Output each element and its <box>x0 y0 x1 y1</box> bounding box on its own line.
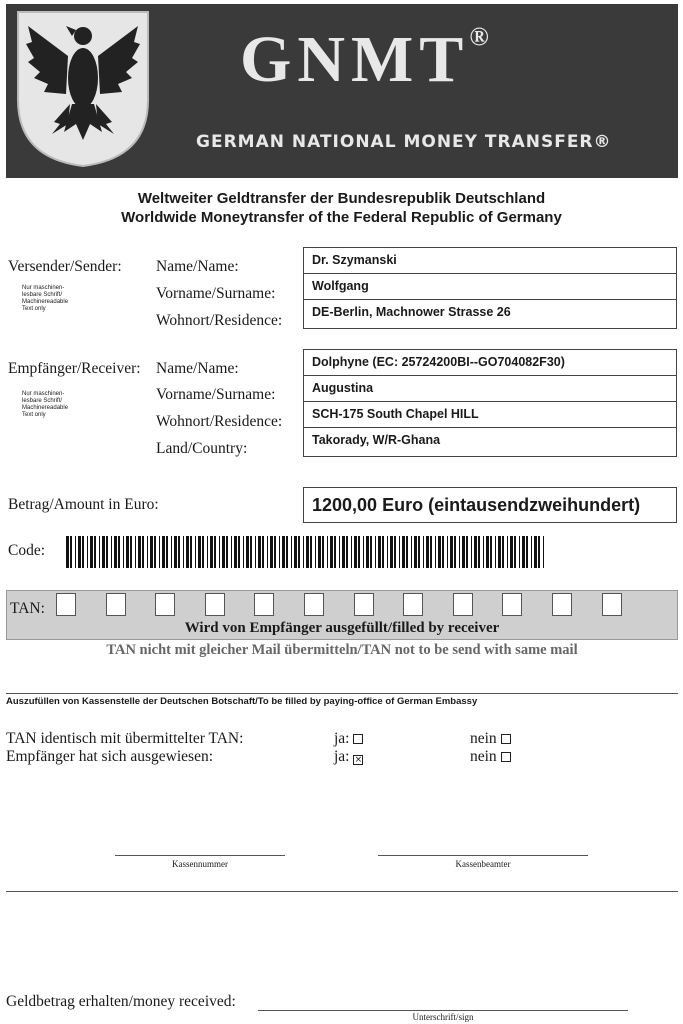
cashier-number-line <box>115 855 285 856</box>
barcode-bar <box>454 536 456 568</box>
check-tan-identical-yes-checkbox[interactable] <box>353 734 363 744</box>
barcode-bar <box>486 536 489 568</box>
barcode-bar <box>130 536 132 568</box>
barcode-bar <box>138 536 141 568</box>
receiver-country-field[interactable]: Takorady, W/R-Ghana <box>312 433 441 447</box>
tan-warning: TAN nicht mit gleicher Mail übermitteln/TAN not to be send with same mail <box>106 642 578 658</box>
barcode-bar <box>111 536 112 568</box>
barcode-bar <box>378 536 381 568</box>
sender-name-field[interactable]: Dr. Szymanski <box>304 248 676 274</box>
tan-filled-by-note: Wird von Empfänger ausgefüllt/filled by receiver <box>184 620 500 636</box>
check-tan-identical-no: nein <box>470 730 511 748</box>
signature-line[interactable] <box>258 1010 628 1011</box>
tan-digit-box[interactable] <box>205 593 225 616</box>
barcode-bar <box>483 536 484 568</box>
barcode-bar <box>231 536 232 568</box>
check-tan-identical-yes: ja: <box>334 730 363 748</box>
barcode-bar <box>274 536 276 568</box>
cashier-officer-label: Kassenbeamter <box>455 859 511 869</box>
tan-digit-box[interactable] <box>155 593 175 616</box>
barcode-bar <box>255 536 256 568</box>
tan-digit-box[interactable] <box>403 593 423 616</box>
barcode-bar <box>387 536 388 568</box>
barcode-bar <box>450 536 453 568</box>
barcode-bar <box>339 536 340 568</box>
barcode-bar <box>219 536 220 568</box>
tan-digit-box[interactable] <box>254 593 274 616</box>
barcode-bar <box>150 536 153 568</box>
tan-input-group <box>56 593 636 617</box>
barcode-bar <box>543 536 544 568</box>
barcode-bar <box>75 536 76 568</box>
receiver-label: Empfänger/Receiver: <box>8 360 141 377</box>
eagle-coat-of-arms-icon <box>14 8 152 168</box>
barcode-bar <box>298 536 300 568</box>
tan-digit-box[interactable] <box>354 593 374 616</box>
barcode-bar <box>258 536 261 568</box>
receiver-surname-field[interactable]: Augustina <box>304 376 676 402</box>
barcode-bar <box>262 536 264 568</box>
barcode-bar <box>195 536 196 568</box>
divider <box>6 891 678 892</box>
sender-name-label: Name/Name: <box>156 258 239 275</box>
barcode-bar <box>183 536 184 568</box>
barcode-bar <box>222 536 225 568</box>
barcode-bar <box>126 536 129 568</box>
barcode-bar <box>82 536 84 568</box>
barcode-bar <box>318 536 321 568</box>
barcode-bar <box>399 536 400 568</box>
barcode-bar <box>142 536 144 568</box>
barcode-bar <box>442 536 444 568</box>
barcode-bar <box>291 536 292 568</box>
barcode-bar <box>202 536 204 568</box>
tan-digit-box[interactable] <box>453 593 473 616</box>
barcode-bar <box>306 536 309 568</box>
barcode-bar <box>106 536 108 568</box>
barcode <box>66 536 546 573</box>
form-heading-de: Weltweiter Geldtransfer der Bundesrepublik Deutschland <box>137 190 546 207</box>
receiver-surname-label: Vorname/Surname: <box>156 386 276 403</box>
barcode-bar <box>534 536 537 568</box>
barcode-bar <box>330 536 333 568</box>
check-identified-no: nein <box>470 748 511 766</box>
tan-digit-box[interactable] <box>56 593 76 616</box>
barcode-bar <box>327 536 328 568</box>
check-identified-no-checkbox[interactable] <box>501 752 511 762</box>
barcode-bar <box>498 536 501 568</box>
barcode-bar <box>303 536 304 568</box>
barcode-bar <box>435 536 436 568</box>
barcode-bar <box>514 536 516 568</box>
amount-field[interactable]: 1200,00 Euro (eintausendzweihundert) <box>303 487 677 523</box>
brand-subtitle: GERMAN NATIONAL MONEY TRANSFER® <box>196 132 612 152</box>
barcode-bar <box>162 536 165 568</box>
brand-name: GNMT® <box>240 22 495 96</box>
sender-label: Versender/Sender: <box>8 258 122 275</box>
barcode-bar <box>447 536 448 568</box>
barcode-bar <box>70 536 72 568</box>
barcode-bar <box>99 536 100 568</box>
barcode-bar <box>363 536 364 568</box>
barcode-bar <box>118 536 120 568</box>
barcode-bar <box>270 536 273 568</box>
receiver-residence-label: Wohnort/Residence: <box>156 413 283 430</box>
barcode-bar <box>531 536 532 568</box>
barcode-bar <box>250 536 252 568</box>
barcode-bar <box>382 536 384 568</box>
barcode-bar <box>159 536 160 568</box>
check-identified-yes-checkbox[interactable]: × <box>354 755 363 765</box>
barcode-bar <box>358 536 360 568</box>
barcode-bar <box>430 536 432 568</box>
barcode-bar <box>226 536 228 568</box>
barcode-bar <box>238 536 240 568</box>
money-received-label: Geldbetrag erhalten/money received: <box>6 993 236 1010</box>
barcode-bar <box>466 536 468 568</box>
receiver-machine-readable-note: Nur maschinen- lesbare Schrift/ Machinereadable Text only <box>22 391 69 418</box>
barcode-bar <box>210 536 213 568</box>
barcode-bar <box>267 536 268 568</box>
barcode-bar <box>186 536 189 568</box>
barcode-bar <box>375 536 376 568</box>
tan-label: TAN: <box>10 600 45 617</box>
barcode-bar <box>294 536 297 568</box>
barcode-bar <box>282 536 285 568</box>
cashier-officer-line <box>378 855 588 856</box>
barcode-bar <box>286 536 288 568</box>
barcode-bar <box>166 536 168 568</box>
barcode-bar <box>190 536 192 568</box>
barcode-bar <box>78 536 81 568</box>
sender-machine-readable-note: Nur maschinen- lesbare Schrift/ Machinereadable Text only <box>22 285 69 312</box>
receiver-fields-box <box>303 349 677 457</box>
sender-residence-label: Wohnort/Residence: <box>156 312 283 329</box>
tan-digit-box[interactable] <box>602 593 622 616</box>
check-tan-identical-no-checkbox[interactable] <box>501 734 511 744</box>
embassy-section-title: Auszufüllen von Kassenstelle der Deutschen Botschaft/To be filled by paying-office of German Embassy <box>6 696 478 707</box>
barcode-bar <box>207 536 208 568</box>
barcode-bar <box>214 536 216 568</box>
barcode-bar <box>346 536 348 568</box>
barcode-bar <box>114 536 117 568</box>
barcode-bar <box>279 536 280 568</box>
barcode-bar <box>310 536 312 568</box>
barcode-bar <box>502 536 504 568</box>
cashier-number-label: Kassennummer <box>172 859 228 869</box>
barcode-bar <box>474 536 477 568</box>
barcode-bar <box>154 536 156 568</box>
barcode-bar <box>411 536 412 568</box>
barcode-bar <box>123 536 124 568</box>
amount-label: Betrag/Amount in Euro: <box>8 496 159 513</box>
barcode-bar <box>234 536 237 568</box>
receiver-name-label: Name/Name: <box>156 360 239 377</box>
barcode-bar <box>538 536 540 568</box>
sender-surname-label: Vorname/Surname: <box>156 285 276 302</box>
tan-digit-box[interactable] <box>502 593 522 616</box>
barcode-bar <box>243 536 244 568</box>
barcode-bar <box>366 536 369 568</box>
barcode-bar <box>519 536 520 568</box>
divider <box>6 693 678 694</box>
barcode-bar <box>342 536 345 568</box>
barcode-bar <box>522 536 525 568</box>
code-label: Code: <box>8 542 46 559</box>
barcode-bar <box>394 536 396 568</box>
barcode-bar <box>423 536 424 568</box>
barcode-bar <box>426 536 429 568</box>
check-tan-identical-label: TAN identisch mit übermittelter TAN: <box>6 730 244 747</box>
barcode-bar <box>90 536 93 568</box>
barcode-bar <box>478 536 480 568</box>
barcode-bar <box>390 536 393 568</box>
barcode-bar <box>459 536 460 568</box>
barcode-bar <box>322 536 324 568</box>
receiver-name-field[interactable]: Dolphyne (EC: 25724200BI--GO704082F30) <box>304 350 676 376</box>
barcode-bar <box>87 536 88 568</box>
barcode-bar <box>406 536 408 568</box>
barcode-bar <box>315 536 316 568</box>
barcode-bar <box>471 536 472 568</box>
barcode-bar <box>370 536 372 568</box>
barcode-bar <box>135 536 136 568</box>
barcode-bar <box>414 536 417 568</box>
sender-surname-field[interactable]: Wolfgang <box>304 274 676 300</box>
barcode-bar <box>246 536 249 568</box>
tan-digit-box[interactable] <box>304 593 324 616</box>
receiver-residence-field[interactable]: SCH-175 South Chapel HILL <box>304 402 676 428</box>
barcode-bar <box>402 536 405 568</box>
barcode-bar <box>102 536 105 568</box>
signature-label: Unterschrift/sign <box>412 1012 474 1022</box>
barcode-bar <box>147 536 148 568</box>
barcode-bar <box>526 536 528 568</box>
barcode-bar <box>351 536 352 568</box>
sender-residence-field[interactable]: DE-Berlin, Machnower Strasse 26 <box>312 305 511 319</box>
barcode-bar <box>462 536 465 568</box>
barcode-bar <box>334 536 336 568</box>
check-identified-yes: ja: × <box>334 748 363 765</box>
barcode-bar <box>66 536 69 568</box>
barcode-bar <box>490 536 492 568</box>
barcode-bar <box>507 536 508 568</box>
barcode-bar <box>495 536 496 568</box>
barcode-bar <box>94 536 96 568</box>
form-heading-en: Worldwide Moneytransfer of the Federal Republic of Germany <box>121 209 562 226</box>
barcode-bar <box>418 536 420 568</box>
receiver-country-label: Land/Country: <box>156 440 248 457</box>
tan-digit-box[interactable] <box>106 593 126 616</box>
barcode-bar <box>198 536 201 568</box>
barcode-bar <box>438 536 441 568</box>
check-identified-label: Empfänger hat sich ausgewiesen: <box>6 748 214 765</box>
barcode-bar <box>174 536 177 568</box>
barcode-bar <box>171 536 172 568</box>
barcode-bar <box>178 536 180 568</box>
barcode-bar <box>354 536 357 568</box>
sender-fields-box <box>303 247 677 329</box>
barcode-bar <box>510 536 513 568</box>
tan-digit-box[interactable] <box>552 593 572 616</box>
